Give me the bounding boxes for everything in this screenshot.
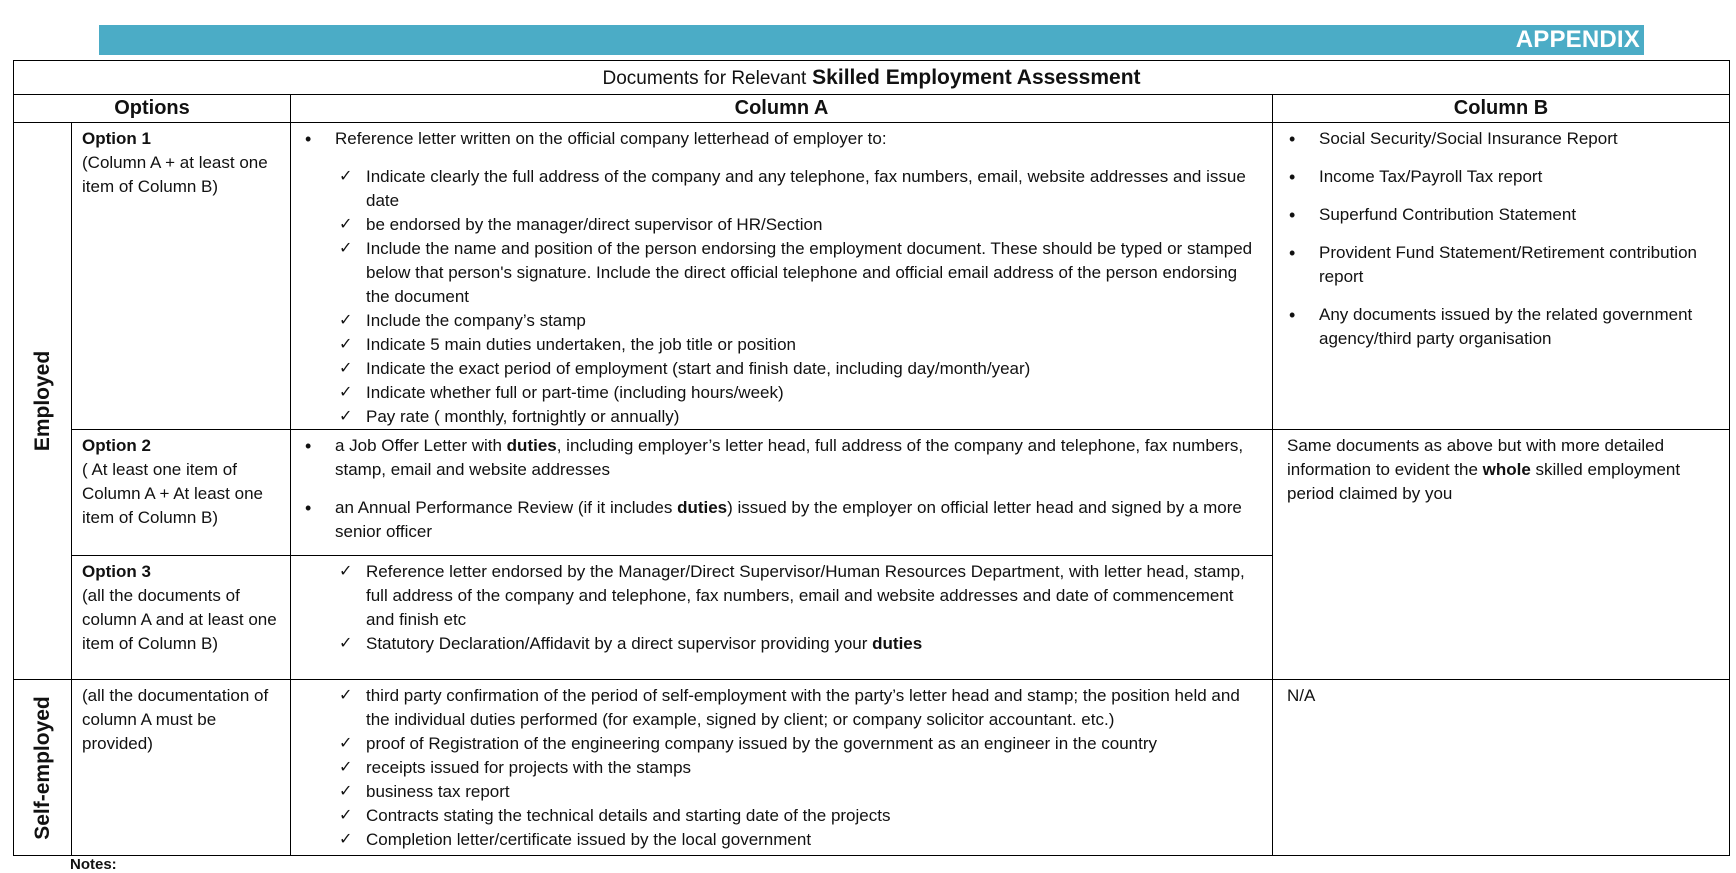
- option1-column-b: [1273, 123, 1730, 430]
- self-employed-desc: (all the documentation of column A must be provided): [82, 686, 269, 753]
- check-item: ✓ Completion letter/certificate issued by the local government: [303, 828, 1260, 852]
- option2-column-a: [291, 430, 1273, 556]
- self-employed-column-b: N/A: [1273, 680, 1730, 856]
- option3-desc: (all the documents of column A and at least one item of Column B): [82, 586, 277, 653]
- check-item: ✓ Indicate clearly the full address of the company and any telephone, fax numbers, email, website addresses and issue date: [303, 165, 1260, 213]
- bullet-item: • Social Security/Social Insurance Report: [1287, 127, 1719, 151]
- appendix-banner: [99, 25, 1644, 55]
- bullet-item: • Income Tax/Payroll Tax report: [1287, 165, 1719, 189]
- check-item: ✓ Include the company’s stamp: [303, 309, 1260, 333]
- appendix-label: APPENDIX: [1515, 26, 1640, 53]
- self-employed-column-a: [291, 680, 1273, 856]
- option1-intro: • Reference letter written on the official company letterhead of employer to:: [303, 127, 1260, 151]
- option1-cell: [72, 123, 291, 430]
- option1-checklist: [303, 165, 1260, 429]
- option3-cell: [72, 556, 291, 680]
- check-item: ✓ Contracts stating the technical details and starting date of the projects: [303, 804, 1260, 828]
- bullet-item: • a Job Offer Letter with duties, including employer’s letter head, full address of the company and telephone, fax numbers, stamp, email and website addresses: [303, 434, 1260, 482]
- option2-name: Option 2: [82, 436, 151, 455]
- option2-cell: [72, 430, 291, 556]
- notes-label: Notes:: [70, 856, 117, 873]
- check-item: ✓ Indicate the exact period of employment (start and finish date, including day/month/year): [303, 357, 1260, 381]
- table-title: [14, 61, 1730, 95]
- employed-side-cell: [14, 123, 72, 680]
- check-item: ✓ Statutory Declaration/Affidavit by a direct supervisor providing your duties: [303, 632, 1260, 656]
- check-item: ✓ Reference letter endorsed by the Manager/Direct Supervisor/Human Resources Department, with letter head, stamp, full address of the company and telephone, fax numbers, email and website addresses and date of commencement and finish etc: [303, 560, 1260, 632]
- bullet-item: • Provident Fund Statement/Retirement contribution report: [1287, 241, 1719, 289]
- table-title-main: Skilled Employment Assessment: [812, 65, 1141, 89]
- check-item: ✓ third party confirmation of the period of self-employment with the party’s letter head and stamp; the position held and the individual duties performed (for example, signed by client; or company solicitor accountant. etc.): [303, 684, 1260, 732]
- check-item: ✓ business tax report: [303, 780, 1260, 804]
- header-column-a: Column A: [291, 95, 1273, 123]
- check-item: ✓ proof of Registration of the engineering company issued by the government as an engineer in the country: [303, 732, 1260, 756]
- option1-column-a: [291, 123, 1273, 430]
- option1-desc: (Column A + at least one item of Column B): [82, 153, 268, 196]
- option2-row: [14, 430, 1730, 556]
- check-item: ✓ Indicate 5 main duties undertaken, the job title or position: [303, 333, 1260, 357]
- header-column-b: Column B: [1273, 95, 1730, 123]
- check-item: ✓ Include the name and position of the person endorsing the employment document. These should be typed or stamped below that person's signature. Include the direct official telephone and official email address of the person endorsing the document: [303, 237, 1260, 309]
- check-item: ✓ Indicate whether full or part-time (including hours/week): [303, 381, 1260, 405]
- check-item: ✓ be endorsed by the manager/direct supervisor of HR/Section: [303, 213, 1260, 237]
- documents-table: [13, 60, 1730, 856]
- option3-name: Option 3: [82, 562, 151, 581]
- header-options: Options: [14, 95, 291, 123]
- option3-column-a: [291, 556, 1273, 680]
- self-employed-label: Self-employed: [30, 695, 54, 840]
- header-row: [14, 95, 1730, 123]
- check-item: ✓ Pay rate ( monthly, fortnightly or annually): [303, 405, 1260, 429]
- self-employed-row: [14, 680, 1730, 856]
- self-employed-desc-cell: [72, 680, 291, 856]
- table-title-prefix: Documents for Relevant: [602, 67, 807, 89]
- option1-name: Option 1: [82, 129, 151, 148]
- option2-desc: ( At least one item of Column A + At least one item of Column B): [82, 460, 263, 527]
- bullet-item: • Any documents issued by the related government agency/third party organisation: [1287, 303, 1719, 351]
- check-item: ✓ receipts issued for projects with the stamps: [303, 756, 1260, 780]
- option2-3-column-b: Same documents as above but with more detailed information to evident the whole skilled employment period claimed by you: [1273, 430, 1730, 680]
- bullet-item: • an Annual Performance Review (if it includes duties) issued by the employer on official letter head and signed by a more senior officer: [303, 496, 1260, 544]
- employed-label: Employed: [30, 350, 54, 452]
- self-employed-side-cell: [14, 680, 72, 856]
- bullet-item: • Superfund Contribution Statement: [1287, 203, 1719, 227]
- option1-row: [14, 123, 1730, 430]
- table-title-row: [14, 61, 1730, 95]
